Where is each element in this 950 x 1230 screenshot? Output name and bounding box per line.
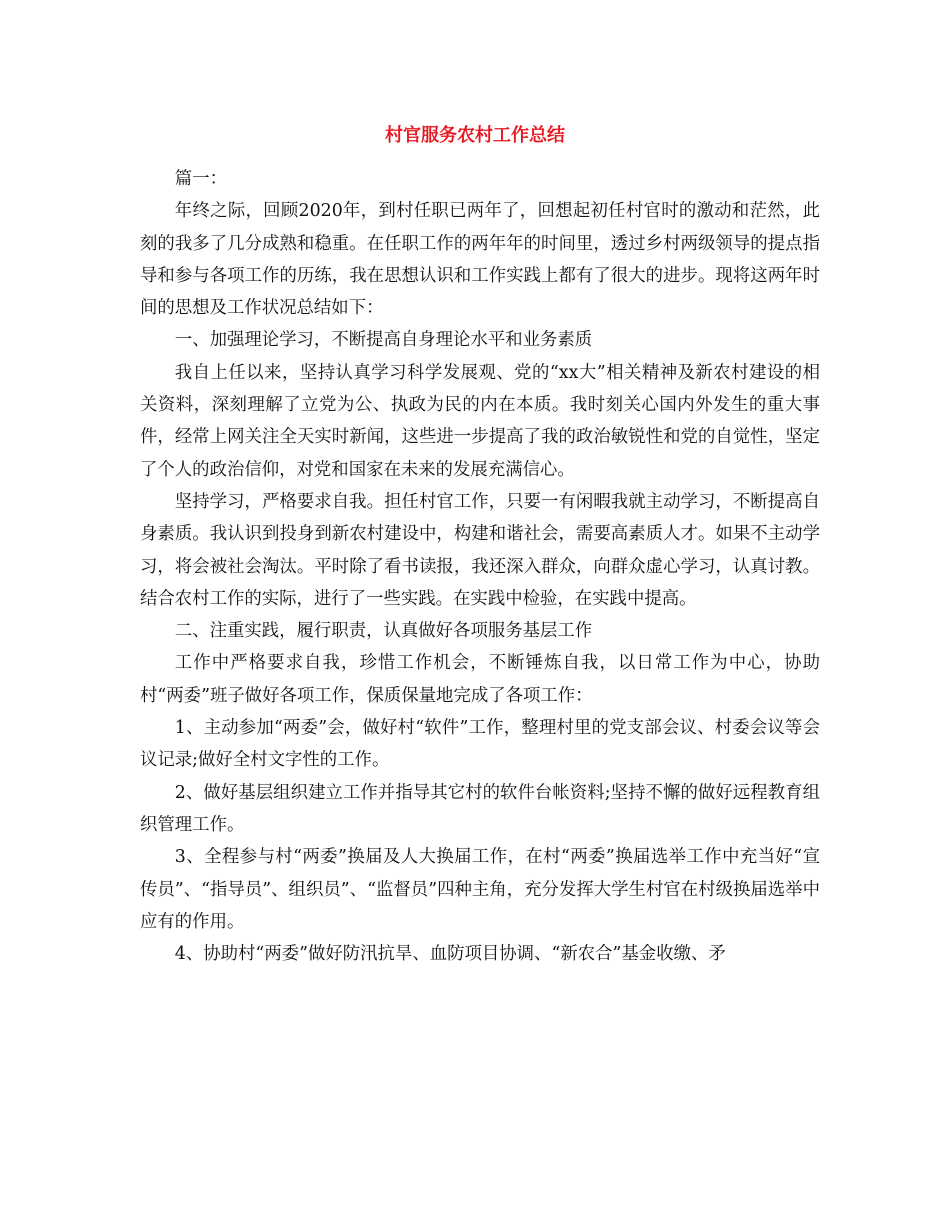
document-body xyxy=(140,163,820,970)
list-item-3: 3、全程参与村“两委”换届及人大换届工作，在村“两委”换届选举工作中充当好“宣传员”、“指导员”、组织员”、“监督员”四种主角，充分发挥大学生村官在村级换届选举中应有的作用。 xyxy=(140,847,820,932)
paragraph-self-study: 坚持学习，严格要求自我。担任村官工作，只要一有闲暇我就主动学习，不断提高自身素质。我认识到投身到新农村建设中，构建和谐社会，需要高素质人才。如果不主动学习，将会被社会淘汰。平时除了看书读报，我还深入群众，向群众虚心学习，认真讨教。结合农村工作的实际，进行了一些实践。在实践中检验，在实践中提高。 xyxy=(140,491,820,609)
paragraph-practice-intro: 工作中严格要求自我，珍惜工作机会，不断锤炼自我，以日常工作为中心，协助村“两委”班子做好各项工作，保质保量地完成了各项工作： xyxy=(140,653,820,706)
section-heading-practice: 二、注重实践，履行职责，认真做好各项服务基层工作 xyxy=(174,621,593,642)
section-heading-theory-study: 一、加强理论学习，不断提高自身理论水平和业务素质 xyxy=(174,330,593,351)
list-item-1: 1、主动参加“两委”会，做好村“软件”工作，整理村里的党支部会议、村委会议等会议记录;做好全村文字性的工作。 xyxy=(140,718,820,771)
paragraph-intro: 年终之际，回顾2020年，到村任职已两年了，回想起初任村官时的激动和茫然，此刻的我多了几分成熟和稳重。在任职工作的两年年的时间里，透过乡村两级领导的提点指导和参与各项工作的历练，我在思想认识和工作实践上都有了很大的进步。现将这两年时间的思想及工作状况总结如下： xyxy=(140,201,820,319)
paragraph-theory-study: 我自上任以来，坚持认真学习科学发展观、党的“xx大”相关精神及新农村建设的相关资料，深刻理解了立党为公、执政为民的内在本质。我时刻关心国内外发生的重大事件，经常上网关注全天实时新闻，这些进一步提高了我的政治敏锐性和党的自觉性，坚定了个人的政治信仰，对党和国家在未来的发展充满信心。 xyxy=(140,362,820,480)
paragraph-part-label: 篇一： xyxy=(174,169,227,189)
list-item-4: 4、协助村“两委”做好防汛抗旱、血防项目协调、“新农合”基金收缴、矛 xyxy=(174,944,726,965)
document-title: 村官服务农村工作总结 xyxy=(385,125,565,146)
list-item-2: 2、做好基层组织建立工作并指导其它村的软件台帐资料;坚持不懈的做好远程教育组织管理工作。 xyxy=(140,782,820,835)
